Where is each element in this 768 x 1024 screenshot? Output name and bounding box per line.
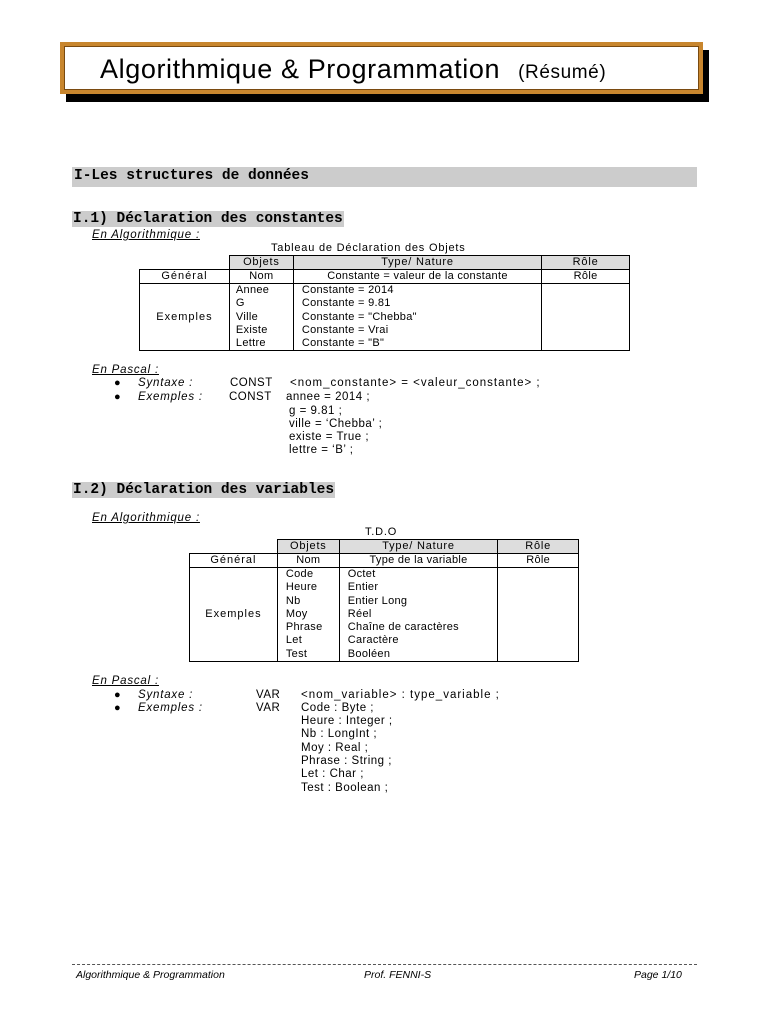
title-box	[60, 42, 703, 94]
cell-general-role: Rôle	[498, 554, 579, 568]
cell-general-type: Type de la variable	[339, 554, 497, 568]
table-row-examples	[140, 284, 630, 351]
table-header-row	[190, 540, 579, 554]
table-row-examples	[190, 568, 579, 662]
row-label-general: Général	[190, 554, 278, 568]
cell-example-role	[498, 568, 579, 662]
examples-kw-constants: CONST	[229, 391, 272, 403]
algo-label-constants: En Algorithmique :	[92, 229, 200, 241]
example-line: ville = ‘Chebba’ ;	[289, 418, 383, 430]
col-header-objets: Objets	[229, 256, 293, 270]
col-header-type: Type/ Nature	[339, 540, 497, 554]
bullet-icon: ●	[114, 689, 121, 701]
cell-general-type: Constante = valeur de la constante	[293, 270, 541, 284]
example-line: Code : Byte ;	[301, 702, 374, 714]
pascal-label-constants: En Pascal :	[92, 364, 159, 376]
pascal-label-variables: En Pascal :	[92, 675, 159, 687]
footer-author: Prof. FENNI-S	[364, 969, 432, 981]
example-line: lettre = ‘B’ ;	[289, 444, 354, 456]
page-title	[100, 54, 606, 85]
row-label-general: Général	[140, 270, 230, 284]
example-line: Let : Char ;	[301, 768, 364, 780]
example-line: Nb : LongInt ;	[301, 728, 378, 740]
cell-example-types: Constante = 2014 Constante = 9.81 Constante = "Chebba" Constante = Vrai Constante = "B"	[293, 284, 541, 351]
tdo-table-variables	[189, 539, 579, 662]
col-header-type: Type/ Nature	[293, 256, 541, 270]
examples-label-variables: Exemples :	[138, 702, 203, 714]
example-line: Heure : Integer ;	[301, 715, 393, 727]
examples-label-constants: Exemples :	[138, 391, 203, 403]
syntax-label-variables: Syntaxe :	[138, 689, 194, 701]
bullet-icon: ●	[114, 702, 121, 714]
cell-example-names: Code Heure Nb Moy Phrase Let Test	[277, 568, 339, 662]
footer-page-number: Page 1/10	[634, 969, 682, 981]
table-caption-constants: Tableau de Déclaration des Objets	[271, 242, 466, 254]
example-line: Test : Boolean ;	[301, 782, 389, 794]
syntax-kw-constants: CONST	[230, 377, 273, 389]
subsection-heading-constants-text: I.1) Déclaration des constantes	[73, 211, 343, 227]
example-line: Phrase : String ;	[301, 755, 392, 767]
title-banner	[60, 42, 703, 94]
col-header-objets: Objets	[277, 540, 339, 554]
row-label-examples: Exemples	[140, 284, 230, 351]
col-header-role: Rôle	[542, 256, 630, 270]
example-line: existe = True ;	[289, 431, 370, 443]
cell-general-nom: Nom	[229, 270, 293, 284]
table-caption-variables: T.D.O	[365, 526, 398, 538]
cell-example-names: Annee G Ville Existe Lettre	[229, 284, 293, 351]
table-header-row	[140, 256, 630, 270]
cell-general-nom: Nom	[277, 554, 339, 568]
syntax-value-variables: <nom_variable> : type_variable ;	[301, 689, 500, 701]
footer-divider	[72, 964, 697, 965]
example-line: Moy : Real ;	[301, 742, 369, 754]
syntax-label-constants: Syntaxe :	[138, 377, 194, 389]
syntax-kw-variables: VAR	[256, 689, 281, 701]
page-title-main: Algorithmique & Programmation	[100, 54, 501, 84]
cell-general-role: Rôle	[542, 270, 630, 284]
examples-kw-variables: VAR	[256, 702, 281, 714]
cell-example-types: Octet Entier Entier Long Réel Chaîne de caractères Caractère Booléen	[339, 568, 497, 662]
table-corner	[140, 256, 230, 270]
cell-example-role	[542, 284, 630, 351]
row-label-examples: Exemples	[190, 568, 278, 662]
bullet-icon: ●	[114, 391, 121, 403]
subsection-heading-constants	[72, 211, 344, 227]
table-row-general	[140, 270, 630, 284]
algo-label-variables: En Algorithmique :	[92, 512, 200, 524]
example-line: g = 9.81 ;	[289, 405, 343, 417]
table-corner	[190, 540, 278, 554]
table-row-general	[190, 554, 579, 568]
section-heading: I-Les structures de données	[74, 168, 309, 184]
col-header-role: Rôle	[498, 540, 579, 554]
bullet-icon: ●	[114, 377, 121, 389]
footer-left: Algorithmique & Programmation	[76, 969, 225, 981]
syntax-value-constants: <nom_constante> = <valeur_constante> ;	[290, 377, 541, 389]
subsection-heading-variables	[72, 482, 335, 498]
subsection-heading-variables-text: I.2) Déclaration des variables	[73, 482, 335, 498]
example-line: annee = 2014 ;	[286, 391, 371, 403]
tdo-table-constants	[139, 255, 630, 351]
page-title-subtitle: (Résumé)	[518, 62, 607, 83]
